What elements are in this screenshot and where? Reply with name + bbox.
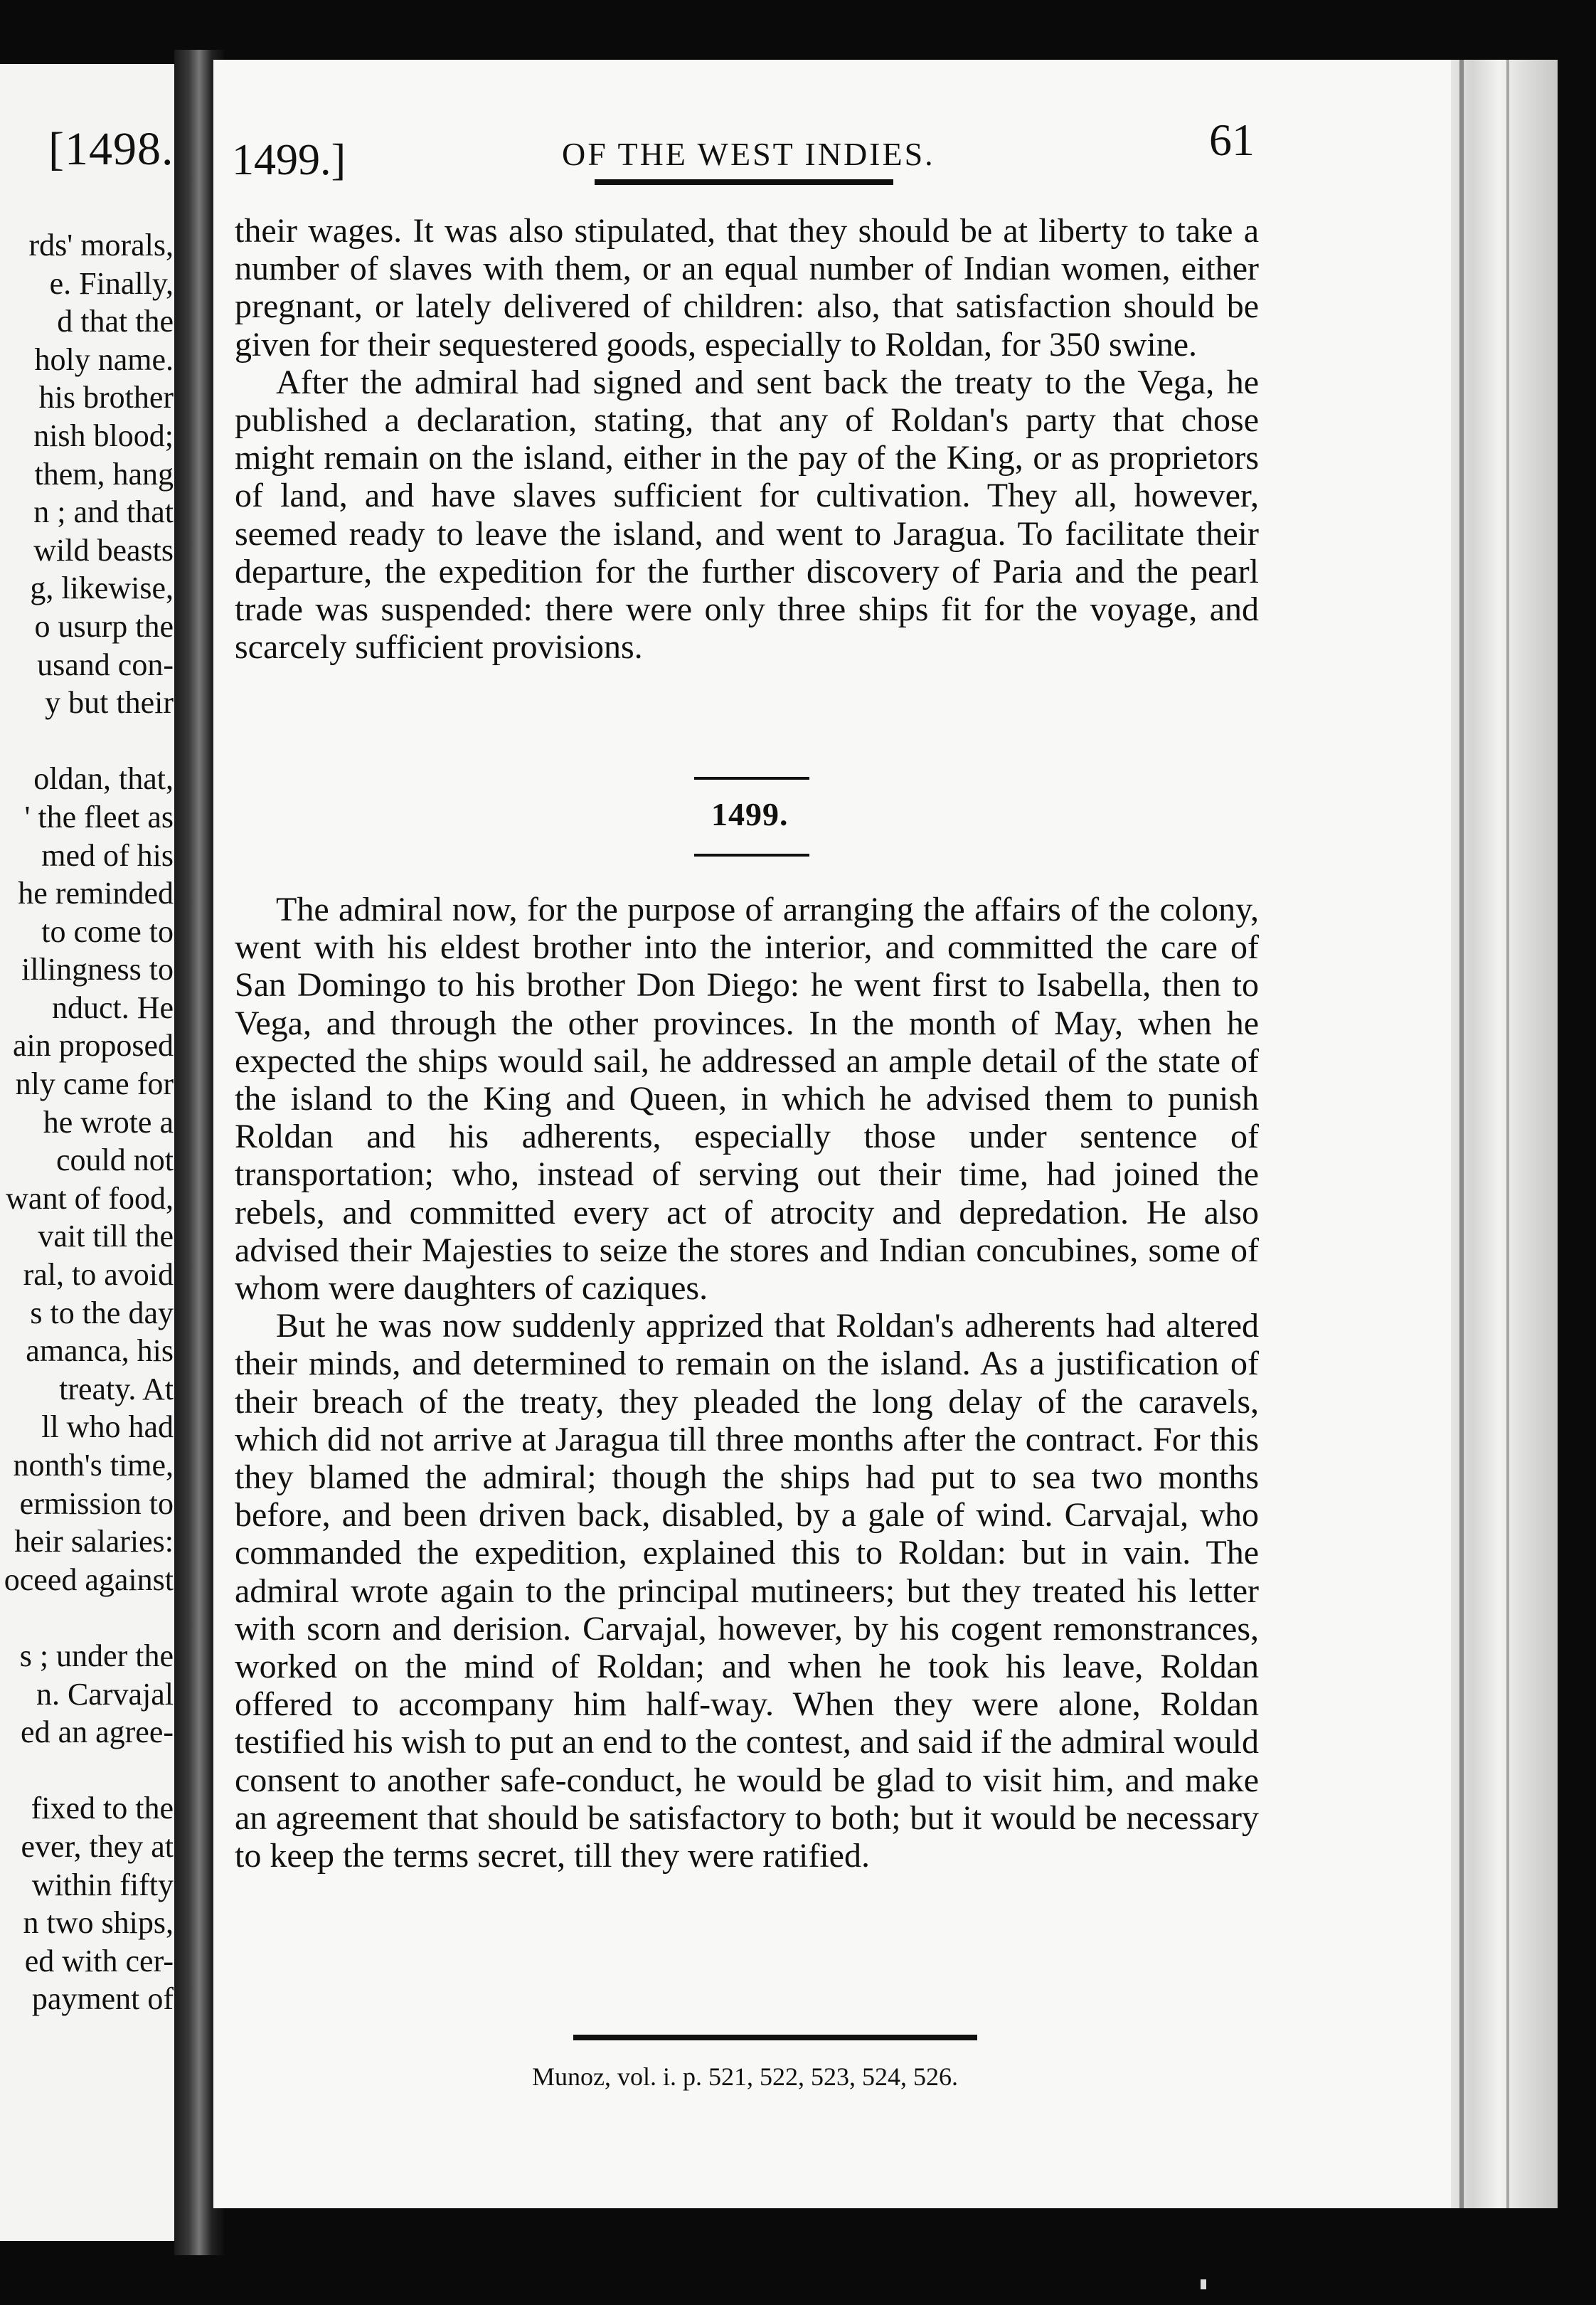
facing-page-line bbox=[4, 1752, 174, 1790]
text-block-upper bbox=[235, 212, 1259, 666]
facing-page-line bbox=[4, 1599, 174, 1637]
running-head-year: 1499.] bbox=[232, 136, 346, 184]
facing-page-line: them, hang bbox=[34, 456, 174, 492]
facing-page-line: fixed to the bbox=[31, 1791, 174, 1826]
facing-page-line: s ; under the bbox=[19, 1638, 174, 1673]
facing-page-line: y but their bbox=[45, 685, 174, 721]
facing-page-line: illingness to bbox=[21, 952, 174, 987]
facing-page-text bbox=[4, 226, 174, 2018]
facing-page-line: ' the fleet as bbox=[24, 799, 174, 834]
facing-page-line: ain proposed bbox=[12, 1028, 174, 1064]
facing-page-line: heir salaries: bbox=[14, 1524, 174, 1559]
facing-page-line: could not bbox=[56, 1143, 174, 1178]
facing-page-line: his brother bbox=[38, 380, 174, 415]
facing-page-line: wild beasts bbox=[33, 532, 174, 568]
page-edge-line bbox=[1459, 60, 1464, 2208]
facing-page-line: treaty. At bbox=[59, 1371, 174, 1406]
facing-page-line: ed with cer- bbox=[24, 1943, 174, 1978]
facing-page-line: ermission to bbox=[19, 1485, 174, 1521]
facing-page-line: to come to bbox=[41, 913, 174, 949]
facing-page-line: ed an agree- bbox=[21, 1715, 174, 1750]
paragraph-continuation: their wages. It was also stipulated, that they should be at liberty to take a number of slaves with them, or an equal number of Indian women, either pregnant, or lately delivered of children: also, that satisfaction should be given for their sequestered goods, especially to Roldan, for 350 swine. bbox=[235, 212, 1259, 364]
facing-page-line: ral, to avoid bbox=[23, 1257, 174, 1293]
paragraph-but-he: But he was now suddenly apprized that Roldan's adherents had altered their minds, and determined to remain on the island. As a justification of their breach of the treaty, they pleaded the long delay of the caravels, which did not arrive at Jaragua till three months after the contract. For this they blamed the admiral; though the ships had put to sea two months before, and been driven back, disabled, by a gale of wind. Carvajal, who commanded the expedition, explained this to Roldan: but in vain. The admiral wrote again to the principal mutineers; but they treated his letter with scorn and derision. Carvajal, however, by his cogent remonstrances, worked on the mind of Roldan; and when he took his leave, Roldan offered to accompany him half-way. When they were alone, Roldan testified his wish to put an end to the contest, and said if the admiral would consent to another safe-conduct, he would be glad to visit him, and make an agreement that should be satisfactory to both; but it would be necessary to keep the terms secret, till they were ratified. bbox=[235, 1307, 1259, 1875]
paragraph-admiral-now: The admiral now, for the purpose of arranging the affairs of the colony, went with his eldest brother into the interior, and committed the care of San Domingo to his brother Don Diego: he went first to Isabella, then to Vega, and through the other provinces. In the month of May, when he expected the ships would sail, he addressed an ample detail of the state of the island to the King and Queen, in which he advised them to punish Roldan and his adherents, especially those under sentence of transportation; who, instead of serving out their time, had joined the rebels, and committed every act of atrocity and depredation. He also advised their Majesties to seize the stores and Indian concubines, some of whom were daughters of caziques. bbox=[235, 891, 1259, 1308]
footnote-rule bbox=[573, 2035, 977, 2040]
page-edge-line bbox=[1506, 60, 1509, 2208]
section-year-heading: 1499. bbox=[711, 796, 789, 832]
facing-page-line: ever, they at bbox=[21, 1828, 174, 1864]
text-block-lower bbox=[235, 891, 1259, 1875]
facing-page-line: med of his bbox=[41, 837, 174, 873]
header-rule bbox=[595, 179, 893, 185]
facing-page-line: holy name. bbox=[34, 341, 174, 377]
facing-page-line: s to the day bbox=[30, 1295, 174, 1330]
facing-page bbox=[0, 64, 178, 2241]
facing-page-line: g, likewise, bbox=[30, 571, 174, 606]
facing-page-line: o usurp the bbox=[34, 608, 174, 644]
facing-page-line: usand con- bbox=[37, 647, 174, 682]
facing-page-line bbox=[4, 722, 174, 761]
section-rule-bottom bbox=[694, 854, 809, 857]
facing-page-line: want of food, bbox=[6, 1180, 174, 1216]
facing-page-header: [1498. bbox=[48, 123, 174, 175]
facing-page-line: he reminded bbox=[18, 876, 174, 911]
facing-page-line: nish blood; bbox=[33, 418, 174, 453]
facing-page-line: n two ships, bbox=[23, 1905, 174, 1941]
facing-page-line: ll who had bbox=[41, 1409, 174, 1445]
page-number: 61 bbox=[1209, 115, 1255, 165]
facing-page-line: nly came for bbox=[15, 1066, 174, 1102]
facing-page-line: n ; and that bbox=[33, 494, 174, 530]
facing-page-line: d that the bbox=[57, 304, 174, 339]
running-head-title: OF THE WEST INDIES. bbox=[562, 136, 935, 172]
facing-page-line: oldan, that, bbox=[33, 761, 174, 797]
footnote: Munoz, vol. i. p. 521, 522, 523, 524, 526. bbox=[532, 2062, 958, 2091]
facing-page-line: payment of bbox=[31, 1981, 174, 2017]
facing-page-line: within fifty bbox=[31, 1867, 174, 1902]
facing-page-line: amanca, his bbox=[26, 1333, 174, 1369]
facing-page-line: n. Carvajal bbox=[36, 1676, 174, 1712]
section-rule-top bbox=[694, 777, 809, 780]
facing-page-line: he wrote a bbox=[43, 1104, 174, 1140]
page-edges bbox=[1451, 60, 1558, 2208]
facing-page-line: rds' morals, bbox=[28, 228, 174, 263]
facing-page-line: nonth's time, bbox=[13, 1448, 174, 1483]
facing-page-line: nduct. He bbox=[51, 990, 174, 1025]
facing-page-line: vait till the bbox=[38, 1219, 174, 1254]
facing-page-line: oceed against bbox=[4, 1562, 174, 1597]
facing-page-line: e. Finally, bbox=[49, 265, 174, 301]
paragraph-admiral-signed: After the admiral had signed and sent back the treaty to the Vega, he published a declaration, stating, that any of Roldan's party that chose might remain on the island, either in the pay of the King, or as proprietors of land, and have slaves sufficient for cultivation. They all, however, seemed ready to leave the island, and went to Jaragua. To facilitate their departure, the expedition for the further discovery of Paria and the pearl trade was suspended: there were only three ships fit for the voyage, and scarcely sufficient provisions. bbox=[235, 363, 1259, 667]
scan-mark bbox=[1201, 2279, 1206, 2289]
